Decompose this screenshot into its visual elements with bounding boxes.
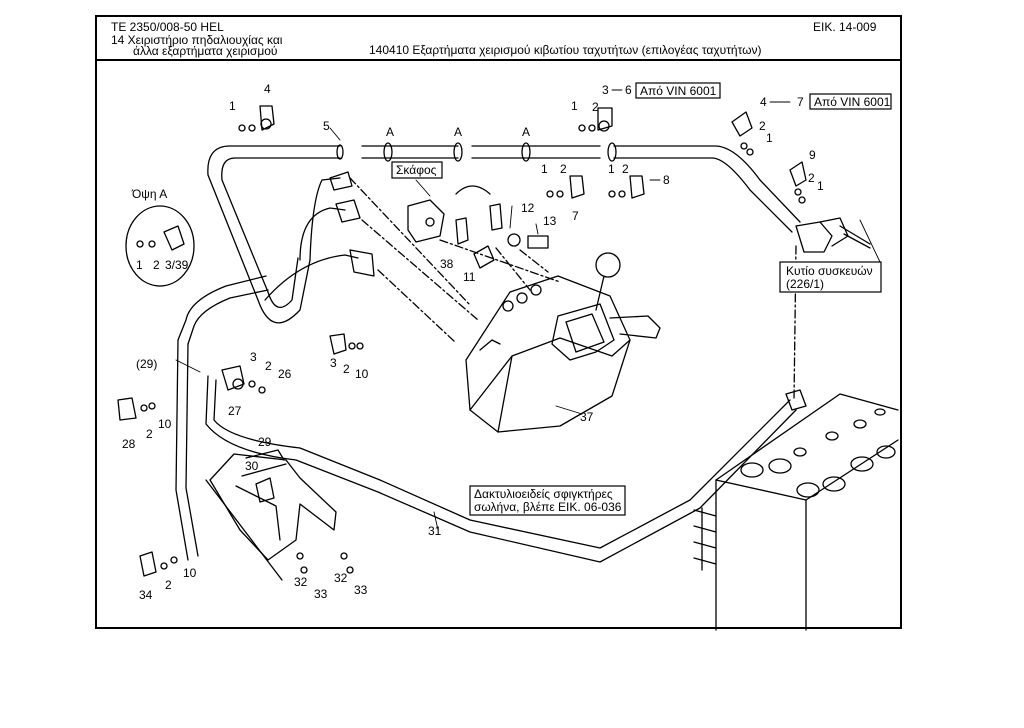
cabinet-sketch xyxy=(694,394,898,630)
figure-title: 140410 Εξαρτήματα χειρισμού κιβωτίου ταχυτήτων (επιλογέας ταχυτήτων) xyxy=(369,43,762,57)
part-label: 1 xyxy=(229,99,236,113)
part-label: 27 xyxy=(228,404,242,418)
part-label: 7 xyxy=(797,95,804,109)
part-label: 9 xyxy=(809,148,816,162)
part-label: 28 xyxy=(122,437,136,451)
part-label: 10 xyxy=(355,367,369,381)
doc-code: TE 2350/008-50 HEL xyxy=(111,20,224,34)
part-label: 3/39 xyxy=(165,258,189,272)
part-label: 37 xyxy=(580,410,594,424)
callout-from-vin-b: Από VIN 6001 xyxy=(814,95,891,109)
part-label: 3 xyxy=(602,83,609,97)
part-label: 1 xyxy=(136,258,143,272)
callout-hose-clamps-line1: Δακτυλιοειδείς σφιγκτήρες xyxy=(474,487,613,501)
part-label: 2 xyxy=(165,578,172,592)
part-label: 2 xyxy=(759,119,766,133)
part-label: 29 xyxy=(258,435,272,449)
part-label: 10 xyxy=(183,566,197,580)
part-label: 2 xyxy=(622,162,629,176)
callout-device-box-line2: (226/1) xyxy=(786,277,825,291)
callout-from-vin-a: Από VIN 6001 xyxy=(640,84,717,98)
part-label: 34 xyxy=(139,588,153,602)
hull-parts xyxy=(408,186,548,268)
section-label: A xyxy=(454,125,463,139)
cable-5 xyxy=(208,143,800,323)
part-label: 12 xyxy=(521,201,535,215)
part-label: 13 xyxy=(543,214,557,228)
part-label: 1 xyxy=(766,131,773,145)
cables-to-selector xyxy=(265,172,374,300)
part-label: 32 xyxy=(294,575,308,589)
section-label: A xyxy=(386,125,395,139)
part-label: 5 xyxy=(323,119,330,133)
part-label: 26 xyxy=(278,367,292,381)
hardware-mid xyxy=(547,176,644,198)
group-title-line1: 14 Χειριστήριο πηδαλιουχίας και xyxy=(111,33,283,47)
callout-device-box-line1: Κυτίο συσκευών xyxy=(786,264,873,278)
part-label: 1 xyxy=(541,162,548,176)
part-label: 2 xyxy=(808,171,815,185)
part-label: 2 xyxy=(146,427,153,441)
part-label: 6 xyxy=(625,83,632,97)
section-label: A xyxy=(522,125,531,139)
part-label: (29) xyxy=(136,357,158,371)
part-label: 2 xyxy=(592,100,599,114)
part-label: 30 xyxy=(245,459,259,473)
part-label: 10 xyxy=(158,417,172,431)
part-label: 8 xyxy=(663,173,670,187)
part-label: 1 xyxy=(608,162,615,176)
part-label: 33 xyxy=(354,583,368,597)
figure-ref: ΕΙΚ. 14-009 xyxy=(813,20,877,34)
part-label: 1 xyxy=(571,99,578,113)
part-label: 2 xyxy=(153,258,160,272)
part-label: 33 xyxy=(314,587,328,601)
part-label: 2 xyxy=(343,362,350,376)
part-label: 3 xyxy=(250,350,257,364)
pedal-bracket xyxy=(206,450,336,580)
view-a-label: Όψη Α xyxy=(132,187,168,201)
part-label: 1 xyxy=(817,179,824,193)
callout-hull: Σκάφος xyxy=(396,163,437,177)
view-a-detail xyxy=(126,206,194,286)
part-label: 3 xyxy=(330,356,337,370)
callout-hose-clamps-line2: σωλήνα, βλέπε ΕΙΚ. 06-036 xyxy=(474,500,622,514)
part-label: 4 xyxy=(760,95,767,109)
device-box-connector xyxy=(796,218,870,252)
part-label: 4 xyxy=(264,82,271,96)
gear-selector-housing xyxy=(466,253,660,432)
group-title-line2: άλλα εξαρτήματα χειρισμού xyxy=(133,44,278,58)
hardware-top-left xyxy=(239,106,274,131)
leader-lines xyxy=(176,90,880,530)
part-label: 2 xyxy=(560,162,567,176)
part-label: 32 xyxy=(334,571,348,585)
part-label: 11 xyxy=(463,270,476,284)
part-label: 2 xyxy=(265,359,272,373)
part-label: 31 xyxy=(428,524,442,538)
part-label: 38 xyxy=(440,257,454,271)
cable-31 xyxy=(176,276,806,562)
part-label: 7 xyxy=(572,209,579,223)
